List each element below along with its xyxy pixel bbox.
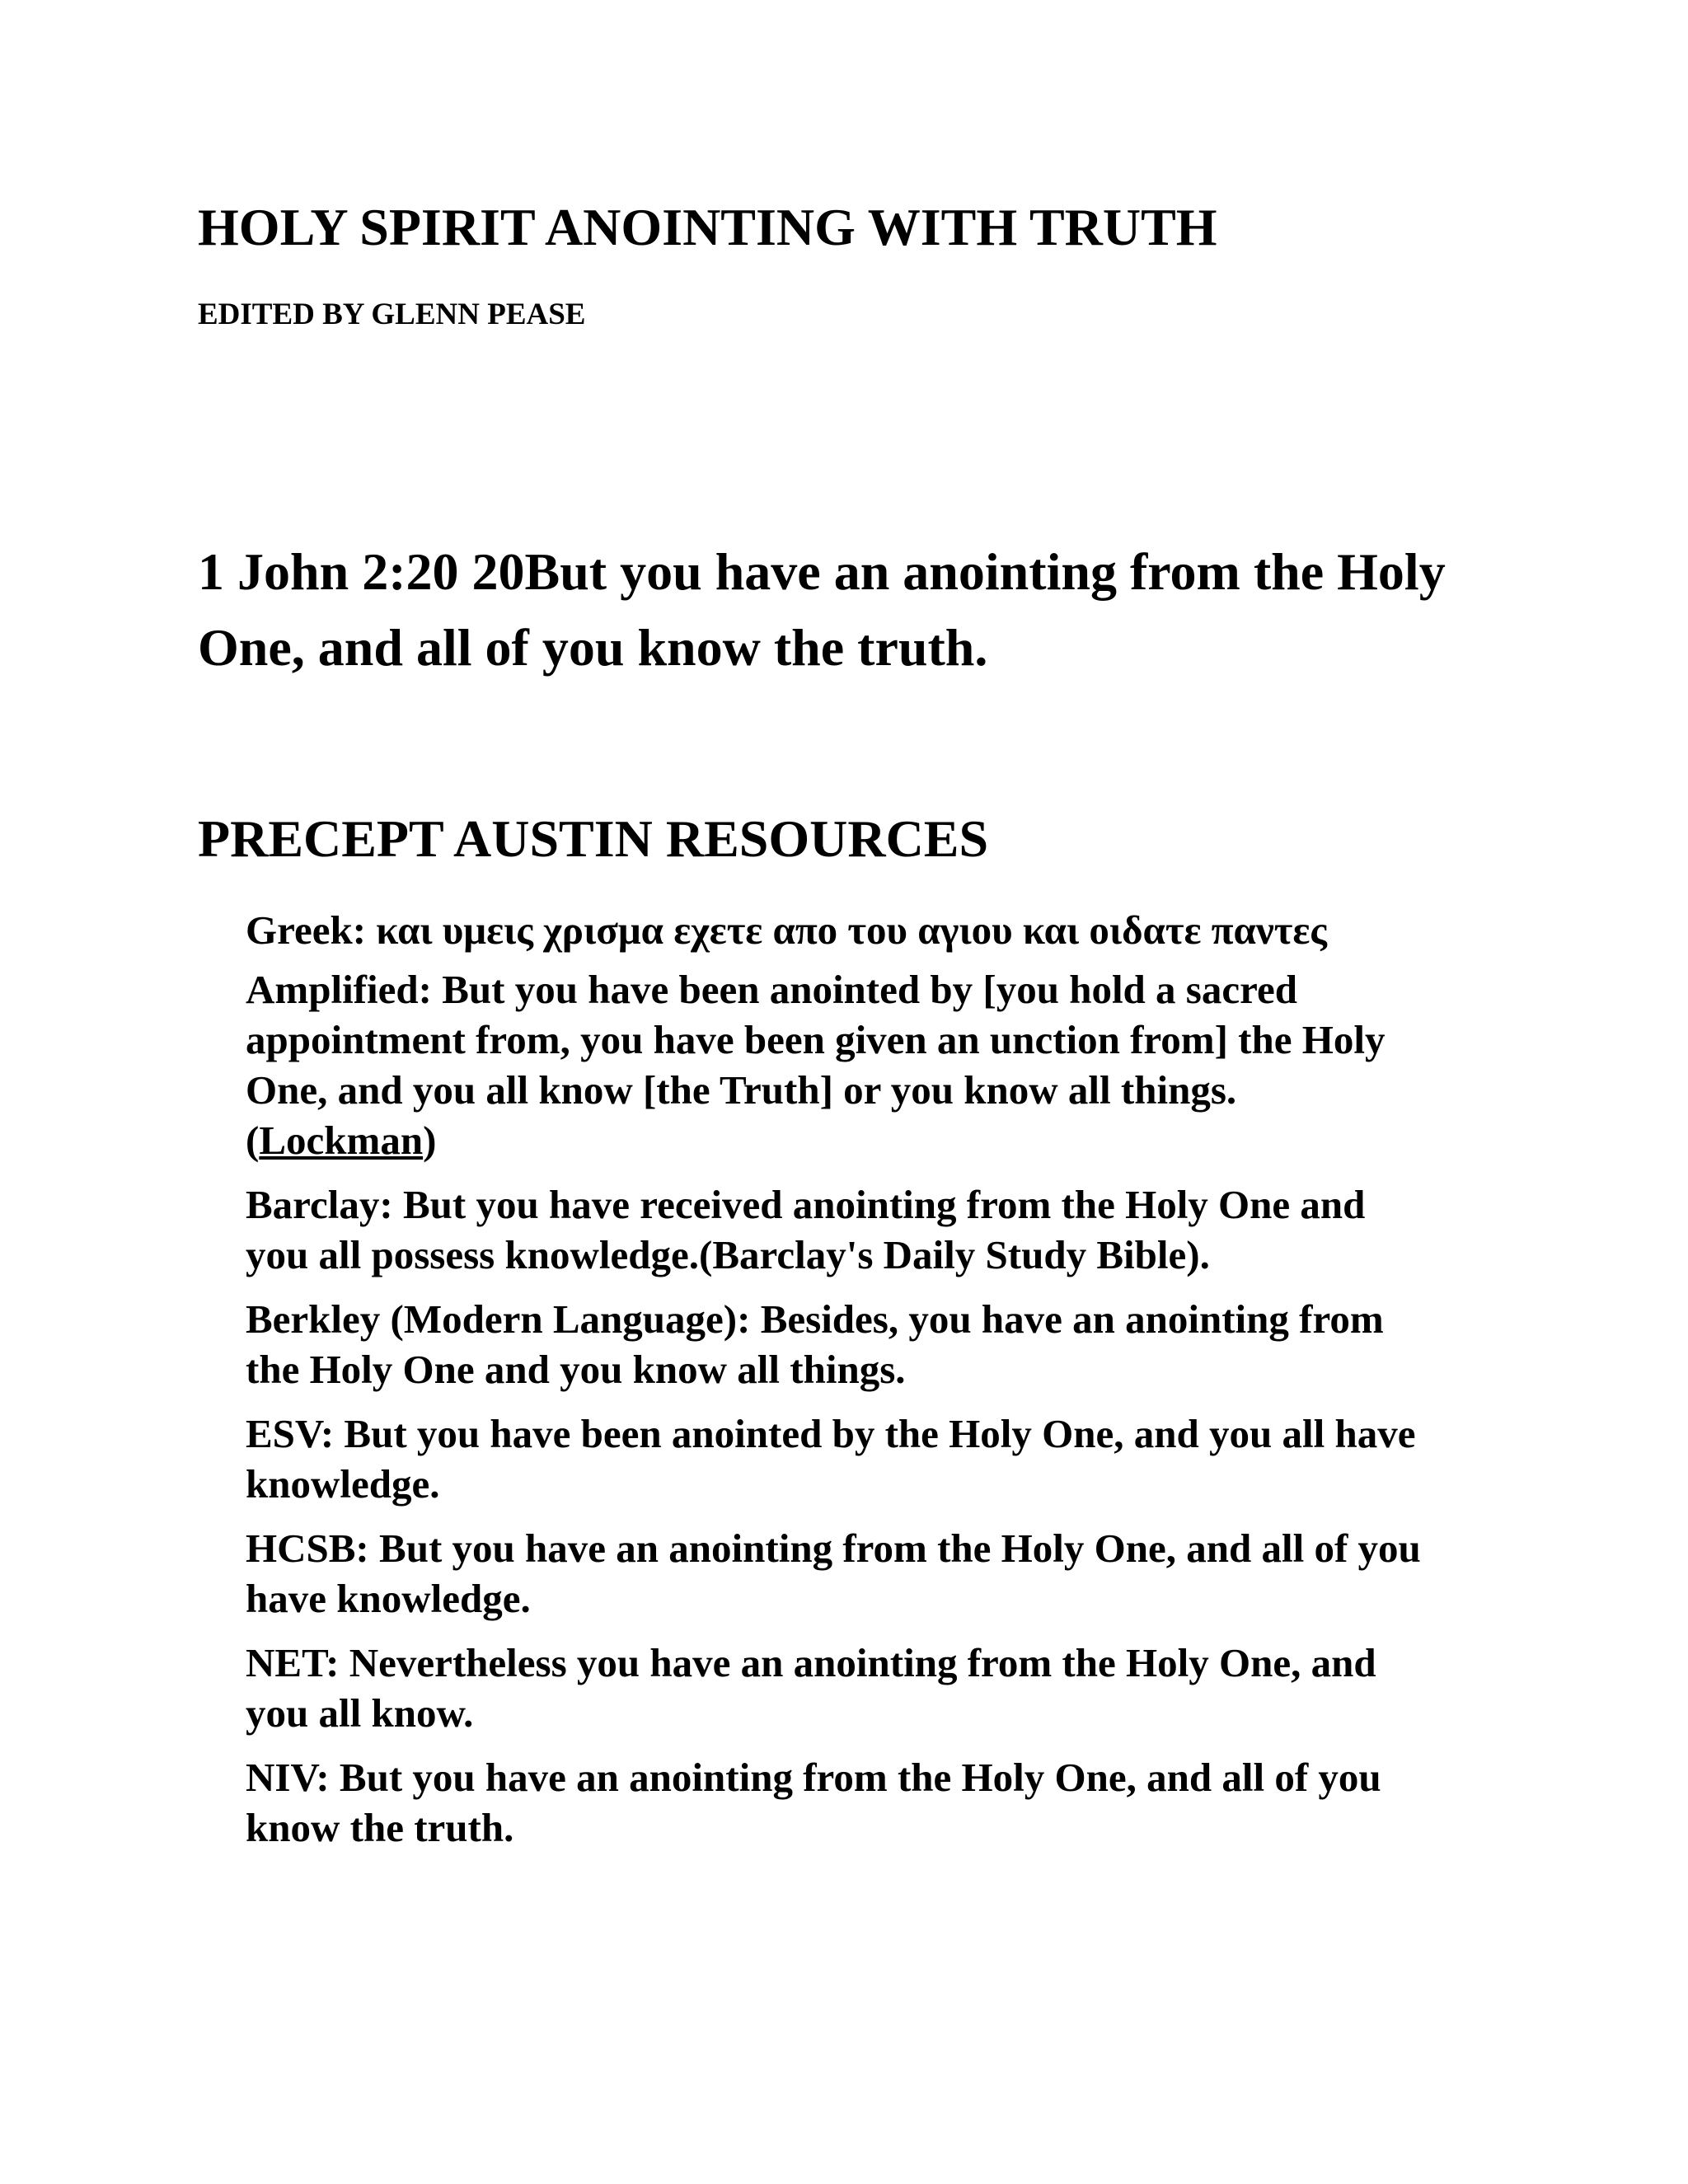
- translation-text: και υμεις χρισμα εχετε απο του αγιου και οιδατε παντες: [376, 907, 1327, 953]
- translation-label: Amplified:: [246, 967, 432, 1012]
- translation-barclay: [246, 1179, 1432, 1280]
- translation-text: But you have an anointing from the Holy One, and all of you know the truth.: [246, 1755, 1381, 1850]
- translation-amplified: [246, 964, 1432, 1165]
- translation-label: Greek:: [246, 907, 367, 953]
- open-paren: (: [246, 1118, 260, 1163]
- translation-berkley: [246, 1294, 1432, 1394]
- lockman-link[interactable]: Lockman: [259, 1118, 424, 1163]
- translations-list: [246, 905, 1432, 1867]
- translation-niv: [246, 1752, 1432, 1853]
- translation-label: ESV:: [246, 1411, 335, 1456]
- translation-label: Berkley (Modern Language):: [246, 1296, 751, 1342]
- translation-text: But you have been anointed by [you hold a sacred appointment from, you have been given an unction from] the Holy One, and you all know [the Truth] or you know all things.: [246, 967, 1386, 1113]
- editor-credit: EDITED BY GLENN PEASE: [198, 298, 586, 331]
- translation-greek: [246, 905, 1432, 955]
- translation-text: But you have an anointing from the Holy One, and all of you have knowledge.: [246, 1526, 1421, 1621]
- translation-text: But you have received anointing from the Holy One and you all possess knowledge.(Barclay's Daily Study Bible).: [246, 1182, 1366, 1277]
- scripture-verse: 1 John 2:20 20But you have an anointing from the Holy One, and all of you know the truth.: [198, 542, 1446, 677]
- translation-text: Nevertheless you have an anointing from the Holy One, and you all know.: [246, 1640, 1376, 1736]
- translation-esv: [246, 1408, 1432, 1509]
- translation-label: NIV:: [246, 1755, 330, 1800]
- translation-net: [246, 1638, 1432, 1738]
- translation-hcsb: [246, 1523, 1432, 1624]
- translation-label: Barclay:: [246, 1182, 393, 1227]
- translation-text: But you have been anointed by the Holy One, and you all have knowledge.: [246, 1411, 1416, 1507]
- document-title: HOLY SPIRIT ANOINTING WITH TRUTH: [198, 198, 1217, 256]
- section-title: PRECEPT AUSTIN RESOURCES: [198, 809, 989, 868]
- translation-label: NET:: [246, 1640, 340, 1685]
- translation-text: Besides, you have an anointing from the Holy One and you know all things.: [246, 1296, 1384, 1392]
- translation-label: HCSB:: [246, 1526, 369, 1571]
- close-paren: ): [423, 1118, 437, 1163]
